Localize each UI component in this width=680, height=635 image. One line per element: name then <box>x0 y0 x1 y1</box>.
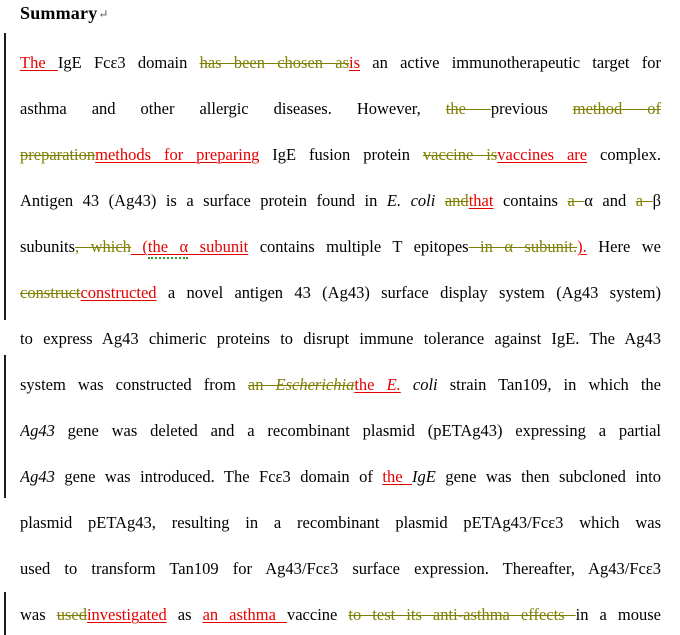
body-text: an active immunotherapeutic target for <box>360 53 661 72</box>
inserted-text: is <box>349 53 361 72</box>
heading-text: Summary <box>20 3 98 23</box>
change-bar <box>4 592 6 635</box>
deleted-text: used <box>56 605 87 624</box>
text-line[interactable] <box>20 316 661 362</box>
inserted-text: ( <box>130 237 148 256</box>
deleted-text: construct <box>20 283 81 302</box>
body-text: used to transform Tan109 for Ag43/Fcε3 surface expression. Thereafter, Ag43/Fcε3 <box>20 559 661 578</box>
inserted-text: the α <box>148 237 188 259</box>
deleted-text: method of <box>572 99 661 118</box>
body-text: asthma and other allergic diseases. However, <box>20 99 446 118</box>
deleted-text: a <box>567 191 585 210</box>
body-text: Ag43 <box>20 421 55 440</box>
body-text: IgE fusion protein <box>259 145 423 164</box>
inserted-text: the <box>382 467 413 486</box>
body-text: E. coli <box>386 191 436 210</box>
body-text: as <box>166 605 203 624</box>
inserted-text: constructed <box>80 283 157 302</box>
body-text: contains multiple T epitopes <box>248 237 469 256</box>
text-line[interactable] <box>20 178 661 224</box>
text-line[interactable] <box>20 454 661 500</box>
body-text: gene was introduced. The Fcε3 domain of <box>54 467 383 486</box>
body-text: Antigen 43 (Ag43) is a surface protein found in <box>20 191 387 210</box>
inserted-text: investigated <box>86 605 167 624</box>
change-bar <box>4 33 6 320</box>
paragraph[interactable] <box>20 40 661 635</box>
deleted-text: , which <box>75 237 131 256</box>
body-text: α and <box>584 191 636 210</box>
text-line[interactable] <box>20 408 661 454</box>
deleted-text: has been chosen as <box>199 53 350 72</box>
body-text: contains <box>493 191 568 210</box>
text-line[interactable] <box>20 500 661 546</box>
deleted-text: Escherichia <box>275 375 355 394</box>
text-line[interactable] <box>20 224 661 270</box>
inserted-text: methods for preparing <box>95 145 260 164</box>
body-text: strain Tan109, in which the <box>437 375 661 394</box>
body-text: subunits <box>20 237 76 256</box>
body-text: vaccine <box>286 605 349 624</box>
deleted-text: an <box>247 375 276 394</box>
body-text: previous <box>490 99 573 118</box>
deleted-text: the <box>445 99 491 118</box>
body-text: Here we <box>586 237 661 256</box>
deleted-text: in α subunit. <box>468 237 578 256</box>
body-text <box>435 191 445 210</box>
body-text <box>401 375 413 394</box>
text-line[interactable] <box>20 86 661 132</box>
body-text: system was constructed from <box>20 375 248 394</box>
text-line[interactable] <box>20 270 661 316</box>
body-text: coli <box>412 375 438 394</box>
deleted-text: to test its anti-asthma effects <box>348 605 576 624</box>
text-line[interactable] <box>20 546 661 592</box>
inserted-text: subunit <box>188 237 249 256</box>
change-bars <box>0 0 10 635</box>
body-text: IgE <box>412 467 436 486</box>
deleted-text: and <box>444 191 469 210</box>
paragraph-mark-icon: ↵ <box>98 7 109 21</box>
text-line[interactable] <box>20 40 661 86</box>
inserted-text: the <box>354 375 387 394</box>
body-text: plasmid pETAg43, resulting in a recombinant plasmid pETAg43/Fcε3 which was <box>20 513 661 532</box>
body-text: gene was deleted and a recombinant plasmid (pETAg43) expressing a partial <box>54 421 661 440</box>
body-text: Ag43 <box>20 467 55 486</box>
inserted-text: vaccines are <box>497 145 588 164</box>
heading <box>20 3 109 24</box>
change-bar <box>4 355 6 498</box>
body-text: a novel antigen 43 (Ag43) surface display system (Ag43 system) <box>156 283 661 302</box>
body-text: was <box>20 605 57 624</box>
text-line[interactable] <box>20 592 661 635</box>
body-text: gene was then subcloned into <box>435 467 661 486</box>
body-text: IgE Fcε3 domain <box>57 53 200 72</box>
body-text: complex. <box>587 145 661 164</box>
body-text: to express Ag43 chimeric proteins to disrupt immune tolerance against IgE. The Ag43 <box>20 329 661 348</box>
inserted-text: The <box>20 53 58 72</box>
body-text: β <box>652 191 661 210</box>
text-line[interactable] <box>20 132 661 178</box>
deleted-text: vaccine is <box>422 145 498 164</box>
deleted-text: preparation <box>20 145 96 164</box>
body-text: in a mouse <box>575 605 661 624</box>
inserted-text: ). <box>577 237 587 256</box>
deleted-text: a <box>635 191 653 210</box>
inserted-text: that <box>468 191 494 210</box>
inserted-text: E. <box>386 375 401 394</box>
text-line[interactable] <box>20 362 661 408</box>
inserted-text: an asthma <box>202 605 287 624</box>
